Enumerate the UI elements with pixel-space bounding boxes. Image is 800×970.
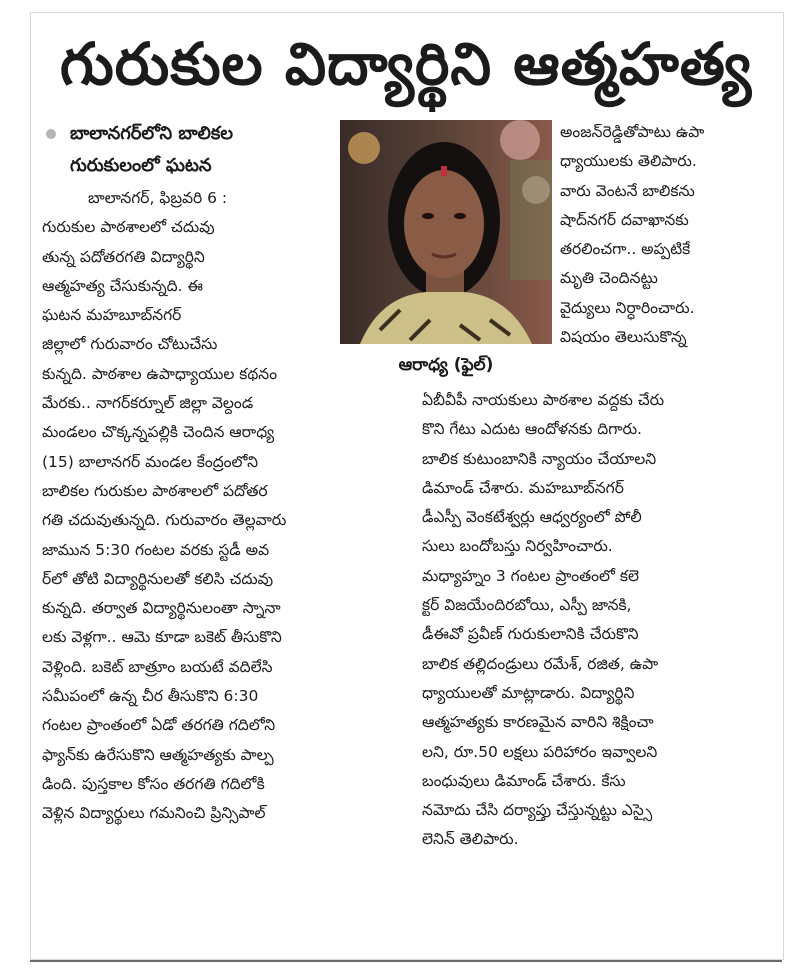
text-line: డీఈవో ప్రవీణ్ గురుకులానికి చేరుకొని bbox=[422, 625, 639, 644]
text-line: డిమాండ్ చేశారు. మహబూబ్‌నగర్ bbox=[422, 478, 624, 497]
text-line: ధ్యాయులతో మాట్లాడారు. విద్యార్థిని bbox=[422, 683, 635, 702]
text-line: ర్‌లో తోటి విద్యార్థినులతో కలిసి చదువు bbox=[42, 569, 274, 588]
text-line: (15) బాలానగర్ మండల కేంద్రంలోని bbox=[42, 452, 258, 471]
text-line: వెళ్లిన విద్యార్థులు గమనించి ప్రిన్సిపాల్ bbox=[42, 804, 266, 823]
text-line: ఆత్మహత్యకు కారణమైన వారిని శిక్షించా bbox=[422, 713, 654, 732]
text-line: సమీపంలో ఉన్న చీర తీసుకొని 6:30 bbox=[42, 687, 259, 706]
text-line: సులు బందోబస్తు నిర్వహించారు. bbox=[422, 537, 613, 556]
text-line: తున్న పదోతరగతి విద్యార్థిని bbox=[42, 247, 205, 266]
text-line: గంటల ప్రాంతంలో ఏడో తరగతి గదిలోని bbox=[42, 716, 276, 735]
right-upper-column bbox=[560, 118, 782, 352]
text-line: నమోదు చేసి దర్యాప్తు చేస్తున్నట్టు ఎస్సై bbox=[422, 801, 653, 820]
text-line: వైద్యులు నిర్ధారించారు. bbox=[560, 298, 695, 317]
text-line: మధ్యాహ్నం 3 గంటల ప్రాంతంలో కలె bbox=[422, 566, 639, 585]
left-column bbox=[42, 118, 415, 829]
text-line: షాద్‌నగర్ దవాఖానకు bbox=[560, 210, 689, 229]
text-line: బంధువులు డిమాండ్ చేశారు. కేసు bbox=[422, 771, 626, 790]
text-line: బాలిక కుటుంబానికి న్యాయం చేయాలని bbox=[422, 449, 657, 468]
text-line: బాలానగర్, ఫిబ్రవరి 6 : bbox=[88, 189, 228, 207]
text-line: క్టర్ విజయేందిరబోయి, ఎస్పీ జానకి, bbox=[422, 596, 632, 615]
text-line: బాలిక తల్లిదండ్రులు రమేశ్, రజిత, ఉపా bbox=[422, 654, 659, 673]
text-line: జిల్లాలో గురువారం చోటుచేసు bbox=[42, 335, 218, 354]
right-lower-column bbox=[422, 386, 782, 855]
text-line: వారు వెంటనే బాలికను bbox=[560, 181, 695, 200]
text-line: లెనిన్ తెలిపారు. bbox=[422, 830, 519, 849]
bottom-divider bbox=[30, 960, 782, 962]
text-line: ధ్యాయులకు తెలిపారు. bbox=[560, 152, 697, 171]
text-line: లని, రూ.50 లక్షలు పరిహారం ఇవ్వాలని bbox=[422, 742, 658, 761]
photo-caption: ఆరాధ్య (ఫైల్) bbox=[398, 355, 494, 375]
text-line: ఏబీవీపీ నాయకులు పాఠశాల వద్దకు చేరు bbox=[422, 391, 665, 409]
text-line: గురుకుల పాఠశాలలో చదువు bbox=[42, 218, 215, 237]
text-line: కున్నది. పాఠశాల ఉపాధ్యాయుల కథనం bbox=[42, 364, 278, 383]
text-line: అంజన్‌రెడ్డితోపాటు ఉపా bbox=[560, 123, 705, 141]
text-line: విషయం తెలుసుకొన్న bbox=[560, 328, 687, 347]
text-line: వెళ్లింది. బకెట్ బాత్రూం బయటే వదిలేసి bbox=[42, 657, 273, 676]
subheadline bbox=[42, 118, 415, 184]
text-line: తరలించగా.. అప్పటికే bbox=[560, 240, 691, 259]
text-line: బాలికల గురుకుల పాఠశాలలో పదోతర bbox=[42, 481, 268, 500]
headline: గురుకుల విద్యార్థిని ఆత్మహత్య bbox=[59, 30, 753, 98]
text-line: ఘటన మహబూబ్‌నగర్ bbox=[42, 306, 182, 325]
subheadline-text: బాలానగర్‌లోని బాలికల గురుకులంలో ఘటన bbox=[70, 123, 234, 176]
text-line: గతి చదువుతున్నది. గురువారం తెల్లవారు bbox=[42, 511, 287, 530]
text-line: మేరకు.. నాగర్‌కర్నూల్ జిల్లా వెల్దండ bbox=[42, 394, 254, 413]
text-line: డింది. పుస్తకాల కోసం తరగతి గదిలోకి bbox=[42, 774, 265, 793]
text-line: లకు వెళ్లగా.. ఆమె కూడా బకెట్ తీసుకొని bbox=[42, 628, 282, 647]
left-upper-lines bbox=[42, 184, 342, 360]
text-line: మండలం చొక్కన్నపల్లికి చెందిన ఆరాధ్య bbox=[42, 423, 275, 442]
text-line: డీఎస్పీ వెంకటేశ్వర్లు ఆధ్వర్యంలో పోలీ bbox=[422, 508, 642, 527]
text-line: ఫ్యాన్‌కు ఉరేసుకొని ఆత్మహత్యకు పాల్ప bbox=[42, 745, 274, 764]
text-line: జామున 5:30 గంటల వరకు స్టడీ అవ bbox=[42, 540, 270, 559]
bullet-icon bbox=[46, 129, 56, 139]
text-line: మృతి చెందినట్టు bbox=[560, 269, 658, 288]
text-line: కొని గేటు ఎదుట ఆందోళనకు దిగారు. bbox=[422, 420, 642, 439]
left-lower-lines bbox=[42, 360, 415, 829]
text-line: ఆత్మహత్య చేసుకున్నది. ఈ bbox=[42, 276, 203, 295]
text-line: కున్నది. తర్వాత విద్యార్థినులంతా స్నానా bbox=[42, 599, 281, 618]
